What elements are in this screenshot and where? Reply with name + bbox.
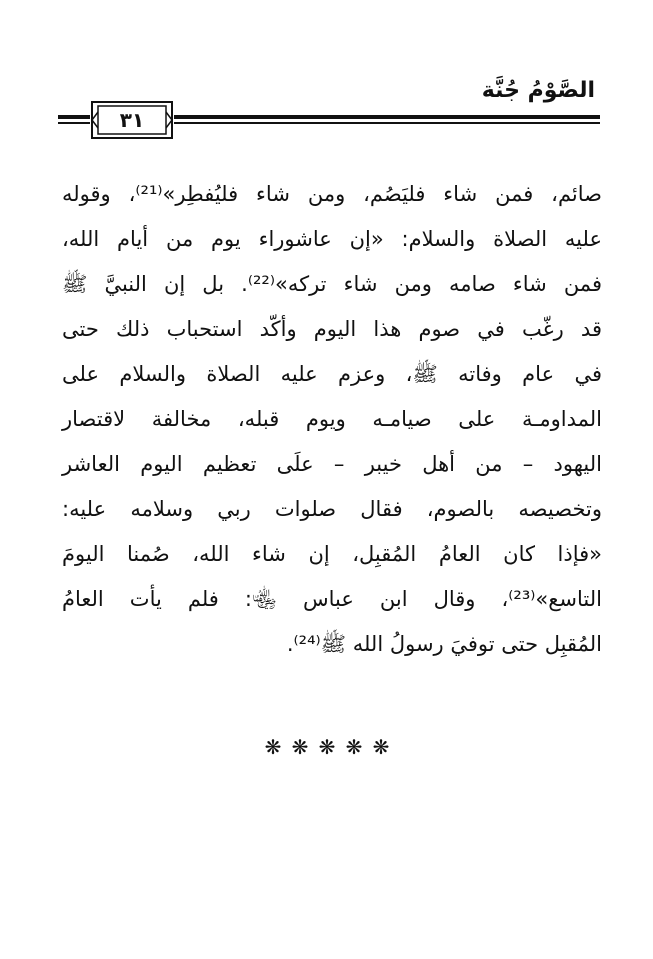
- text-line: قد رغّب في صوم هذا اليوم وأكّد استحباب ذلك حتى: [62, 317, 602, 341]
- running-title: الصَّوْمُ جُنَّة: [481, 78, 595, 103]
- body-text: [62, 172, 602, 667]
- flower-ornament-icon: ❋: [345, 735, 363, 759]
- flower-ornament-icon: ❋: [318, 735, 336, 759]
- page-number: ٣١: [119, 108, 145, 132]
- text-line: التاسع»⁽²³⁾، وقال ابن عباس ﵄: فلم يأت العامُ: [62, 587, 602, 611]
- text-line: في عام وفاته ﷺ، وعزم عليه الصلاة والسلام على: [62, 362, 602, 386]
- text-line: صائم، فمن شاء فليَصُم، ومن شاء فليُفطِر»⁽²¹⁾، وقوله: [62, 182, 602, 206]
- text-line: المداومـة على صيامـه ويوم قبله، مخالفة لاقتصار: [62, 407, 602, 431]
- flower-ornament-icon: ❋: [264, 735, 282, 759]
- section-ornaments: [262, 736, 392, 762]
- page-number-frame: [90, 98, 174, 142]
- text-line: عليه الصلاة والسلام: «إن عاشوراء يوم من أيام الله،: [62, 227, 602, 251]
- text-line: «فإذا كان العامُ المُقبِل، إن شاء الله، صُمنا اليومَ: [62, 542, 602, 566]
- text-line: المُقبِل حتى توفيَ رسولُ الله ﷺ⁽²⁴⁾.: [286, 632, 602, 656]
- text-line: اليهود – من أهل خيبر – علَى تعظيم اليوم العاشر: [62, 452, 602, 476]
- flower-ornament-icon: ❋: [291, 735, 309, 759]
- flower-ornament-icon: ❋: [372, 735, 390, 759]
- text-line: وتخصيصه بالصوم، فقال صلوات ربي وسلامه عليه:: [62, 497, 602, 521]
- text-line: فمن شاء صامه ومن شاء تركه»⁽²²⁾. بل إن النبيَّ ﷺ: [62, 272, 602, 296]
